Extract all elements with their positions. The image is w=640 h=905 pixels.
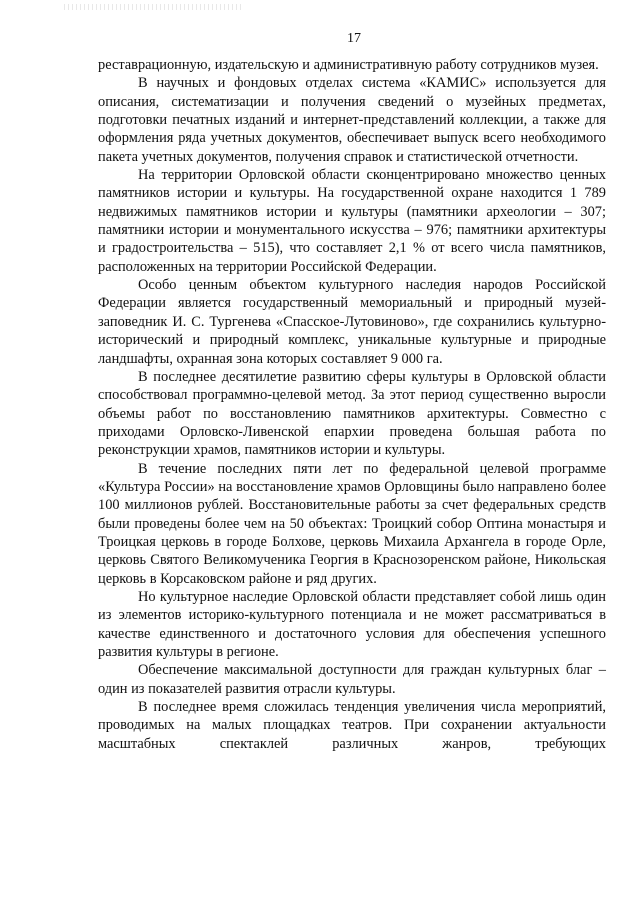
paragraph: Особо ценным объектом культурного наследия народов Российской Федерации является государственный мемориальный и природный музей-заповедник И. С. Тургенева «Спасское-Лутовиново», где сохранились культурно-исторический и природный комплекс, уникальные культурные и природные ландшафты, охранная зона которых составляет 9 000 га. [98, 277, 606, 367]
paragraph: реставрационную, издательскую и административную работу сотрудников музея. [98, 57, 599, 73]
paragraph: Обеспечение максимальной доступности для граждан культурных благ – один из показателей развития отрасли культуры. [98, 662, 606, 697]
paragraph: В последнее десятилетие развитию сферы культуры в Орловской области способствовал программно-целевой метод. За этот период существенно выросли объемы работ по восстановлению памятников архитектуры. Совместно с приходами Орловско-Ливенской епархии проведена большая работа по реконструкции храмов, памятников истории и культуры. [98, 368, 606, 459]
paragraph: Но культурное наследие Орловской области представляет собой лишь один из элементов историко-культурного потенциала и не может рассматриваться в качестве единственного и достаточного условия для обеспечения успешного развития культуры в регионе. [98, 588, 606, 660]
paragraph: В научных и фондовых отделах система «КАМИС» используется для описания, систематизации и получения сведений о музейных предметах, подготовки печатных изданий и интернет-представлений коллекции, а также для оформления ряда учетных документов, обеспечивает выпуск всего необходимого пакета учетных документов, получения справок и статистической отчетности. [98, 75, 606, 165]
paragraph: На территории Орловской области сконцентрировано множество ценных памятников истории и культуры. На государственной охране находится 1 789 недвижимых памятников истории и культуры (памятники археологии – 307; памятники истории и монументального искусства – 976; памятники архитектуры и градостроительства – 515), что составляет 2,1 % от всего числа памятников, расположенных на территории Российской Федерации. [98, 167, 606, 275]
paragraph: В последнее время сложилась тенденция увеличения числа мероприятий, проводимых на малых площадках театров. При сохранении актуальности масштабных спектаклей различных жанров, требующих [98, 699, 606, 752]
paragraph: В течение последних пяти лет по федеральной целевой программе «Культура России» на восстановление храмов Орловщины было направлено более 100 миллионов рублей. Восстановительные работы за счет федеральных средств были проведены более чем на 50 объектах: Троицкий собор Оптина монастыря и Троицкая церковь в городе Болхове, церковь Михаила Архангела в городе Орле, церковь Святого Великомученика Георгия в Краснозоренском районе, Никольская церковь в Корсаковском районе и ряд других. [98, 460, 606, 587]
document-body [98, 56, 606, 753]
scan-artifact [64, 4, 244, 10]
page-number: 17 [347, 31, 361, 46]
